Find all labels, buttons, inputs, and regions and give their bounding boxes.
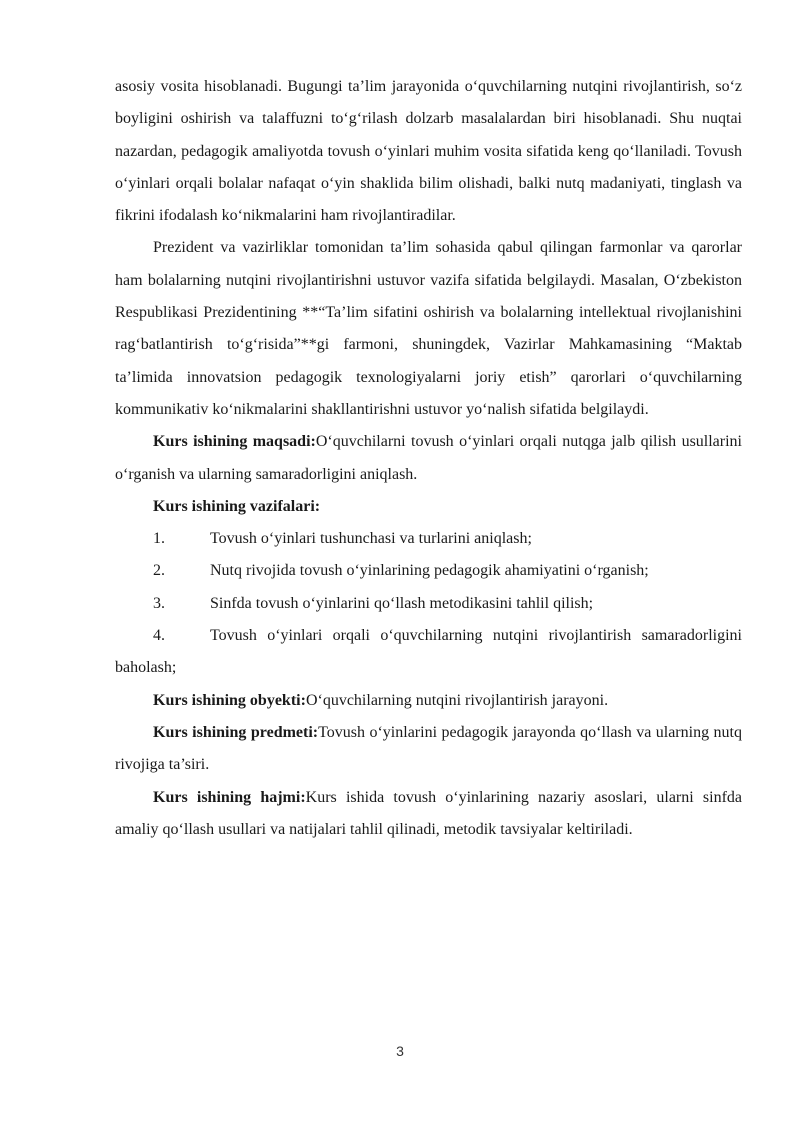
- scope-text: Kurs ishida tovush o‘yinlarining nazariy asoslari, ularni sinfda amaliy qo‘llash usullari va natijalari tahlil qilinadi, metodik tavsiyalar keltiriladi.: [115, 788, 742, 838]
- decrees-paragraph: Prezident va vazirliklar tomonidan ta’lim sohasida qabul qilingan farmonlar va qarorlar ham bolalarning nutqini rivojlantirishni ustuvor vazifa sifatida belgilaydi. Masalan, O‘zbekiston Respublikasi Prezidentining **“Ta’lim sifatini oshirish va bolalarning intellektual rivojlanishini rag‘batlantirish to‘g‘risida”**gi farmoni, shuningdek, Vazirlar Mahkamasining “Maktab ta’limida innovatsion pedagogik texnologiyalarni joriy etish” qarorlari o‘quvchilarning kommunikativ ko‘nikmalarini shakllantirishni ustuvor yo‘nalish sifatida belgilaydi.: [115, 239, 742, 418]
- task-number: 4.: [153, 627, 165, 645]
- goal-text: O‘quvchilarni tovush o‘yinlari orqali nutqga jalb qilish usullarini o‘rganish va ularning samaradorligini aniqlash.: [115, 433, 743, 483]
- task-text: Tovush o‘yinlari tushunchasi va turlarini aniqlash;: [210, 530, 532, 548]
- subject-text: Tovush o‘yinlarini pedagogik jarayonda qo‘llash va ularning nutq rivojiga ta’siri.: [115, 723, 743, 774]
- subject-paragraph: [115, 717, 742, 782]
- scope-label: Kurs ishining hajmi:: [153, 788, 306, 806]
- goal-paragraph: [115, 426, 742, 491]
- task-text: Tovush o‘yinlari orqali o‘quvchilarning nutqini rivojlantirish samaradorligini baholash;: [115, 627, 742, 677]
- object-text: O‘quvchilarning nutqini rivojlantirish jarayoni.: [305, 691, 609, 709]
- task-number: 3.: [153, 594, 165, 612]
- intro-paragraph: asosiy vosita hisoblanadi. Bugungi ta’lim jarayonida o‘quvchilarning nutqini rivojlantirish, so‘z boyligini oshirish va talaffuzni to‘g‘rilash dolzarb masalalardan biri hisoblanadi. Shu nuqtai nazardan, pedagogik amaliyotda tovush o‘yinlari muhim vosita sifatida keng qo‘llaniladi. Tovush o‘yinlari orqali bolalar nafaqat o‘yin shaklida bilim olishadi, balki nutq madaniyati, tinglash va fikrini ifodalash ko‘nikmalarini ham rivojlantiradilar.: [115, 78, 742, 225]
- task-item-4: [115, 620, 742, 685]
- task-number: 2.: [153, 562, 165, 580]
- document-page: [115, 71, 742, 846]
- task-item-2: [115, 555, 742, 587]
- subject-label: Kurs ishining predmeti:: [153, 723, 319, 741]
- task-item-1: [115, 523, 742, 555]
- page-number: 3: [396, 1043, 404, 1059]
- tasks-heading: Kurs ishining vazifalari:: [153, 497, 321, 515]
- task-number: 1.: [153, 530, 165, 548]
- goal-label: Kurs ishining maqsadi:: [153, 433, 316, 451]
- task-text: Sinfda tovush o‘yinlarini qo‘llash metodikasini tahlil qilish;: [210, 594, 594, 612]
- object-label: Kurs ishining obyekti:: [153, 691, 306, 709]
- task-item-3: [115, 588, 742, 620]
- scope-paragraph: [115, 782, 742, 847]
- object-paragraph: [115, 685, 742, 717]
- task-text: Nutq rivojida tovush o‘yinlarining pedagogik ahamiyatini o‘rganish;: [210, 562, 649, 580]
